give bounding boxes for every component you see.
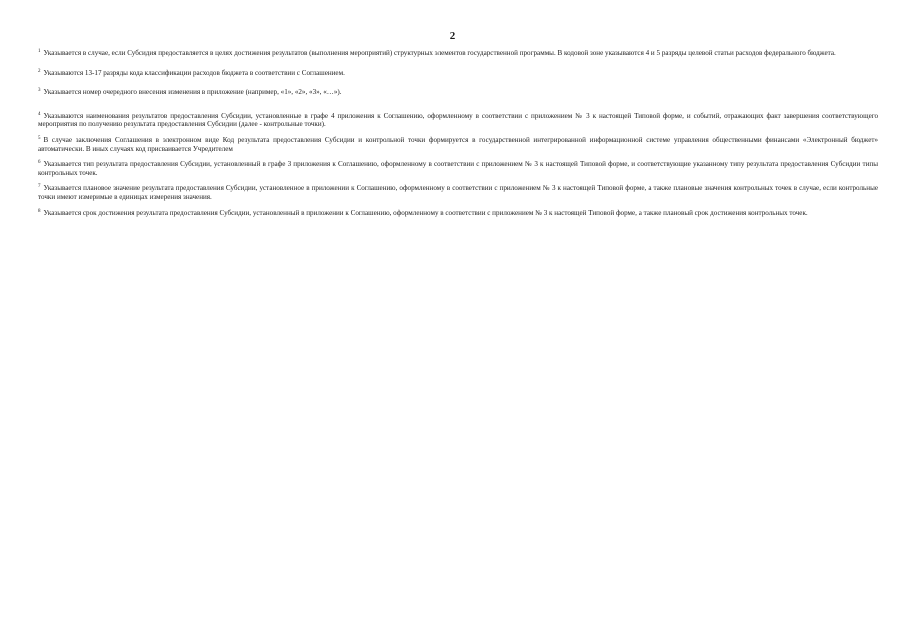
footnote-text: Указываются 13-17 разряды кода классификации расходов бюджета в соответствии с Соглашением.: [43, 68, 345, 77]
footnotes-list: [38, 48, 878, 217]
footnote-2: [38, 68, 878, 78]
page-number: 2: [449, 30, 456, 42]
footnote-mark: 7: [38, 184, 41, 190]
footnote-mark: 4: [38, 111, 41, 117]
footnote-text: Указывается в случае, если Субсидия предоставляется в целях достижения результатов (выполнения мероприятий) структурных элементов государственной программы. В кодовой зоне указываются 4 и 5 разряды целевой статьи расходов федерального бюджета.: [43, 49, 836, 57]
footnote-8: [38, 208, 878, 218]
footnote-6: [38, 159, 878, 177]
footnote-text: Указывается тип результата предоставления Субсидии, установленный в графе 3 приложения к Соглашению, оформленному в соответствии с приложением № 3 к настоящей Типовой форме, и соответствующие указанному типу результата предоставления Субсидии типы контрольных точек.: [38, 160, 878, 177]
footnote-mark: 1: [38, 49, 41, 54]
footnote-mark: 3: [38, 88, 41, 94]
footnote-4: [38, 111, 878, 129]
footnote-text: Указывается плановое значение результата предоставления Субсидии, установленное в приложении к Соглашению, оформленному в соответствии с приложением № 3 к настоящей Типовой форме, а также плановые значения контрольных точек в случае, если контрольные точки имеют измеримые в единицах измерения значения.: [38, 184, 878, 201]
footnote-text: Указываются наименования результатов предоставления Субсидии, установленные в графе 4 приложения к Соглашению, оформленному в соответствии с приложением № 3 к настоящей Типовой форме, и событий, отражающих факт завершения соответствующего мероприятия по получению результата предоставления Субсидии (далее - контрольные точки).: [38, 111, 878, 129]
footnote-text: В случае заключения Соглашения в электронном виде Код результата предоставления Субсидии и контрольной точки формируется в государственной интегрированной информационной системе управления общественными финансами «Электронный бюджет» автоматически. В иных случаях код присваивается Учредителем: [38, 135, 878, 153]
footnote-mark: 2: [38, 68, 41, 74]
footnote-text: Указывается номер очередного внесения изменения в приложение (например, «1», «2», «3», «…»).: [43, 88, 342, 97]
footnote-mark: 5: [38, 135, 41, 141]
footnote-1: [38, 48, 878, 58]
footnote-mark: 6: [38, 160, 41, 166]
footnote-5: [38, 135, 878, 153]
footnote-text: Указывается срок достижения результата предоставления Субсидии, установленный в приложении к Соглашению, оформленному в соответствии с приложением № 3 к настоящей Типовой форме, а также плановый срок достижения контрольных точек.: [43, 208, 808, 217]
footnote-7: [38, 183, 878, 201]
footnote-mark: 8: [38, 208, 41, 214]
footnote-3: [38, 87, 878, 97]
